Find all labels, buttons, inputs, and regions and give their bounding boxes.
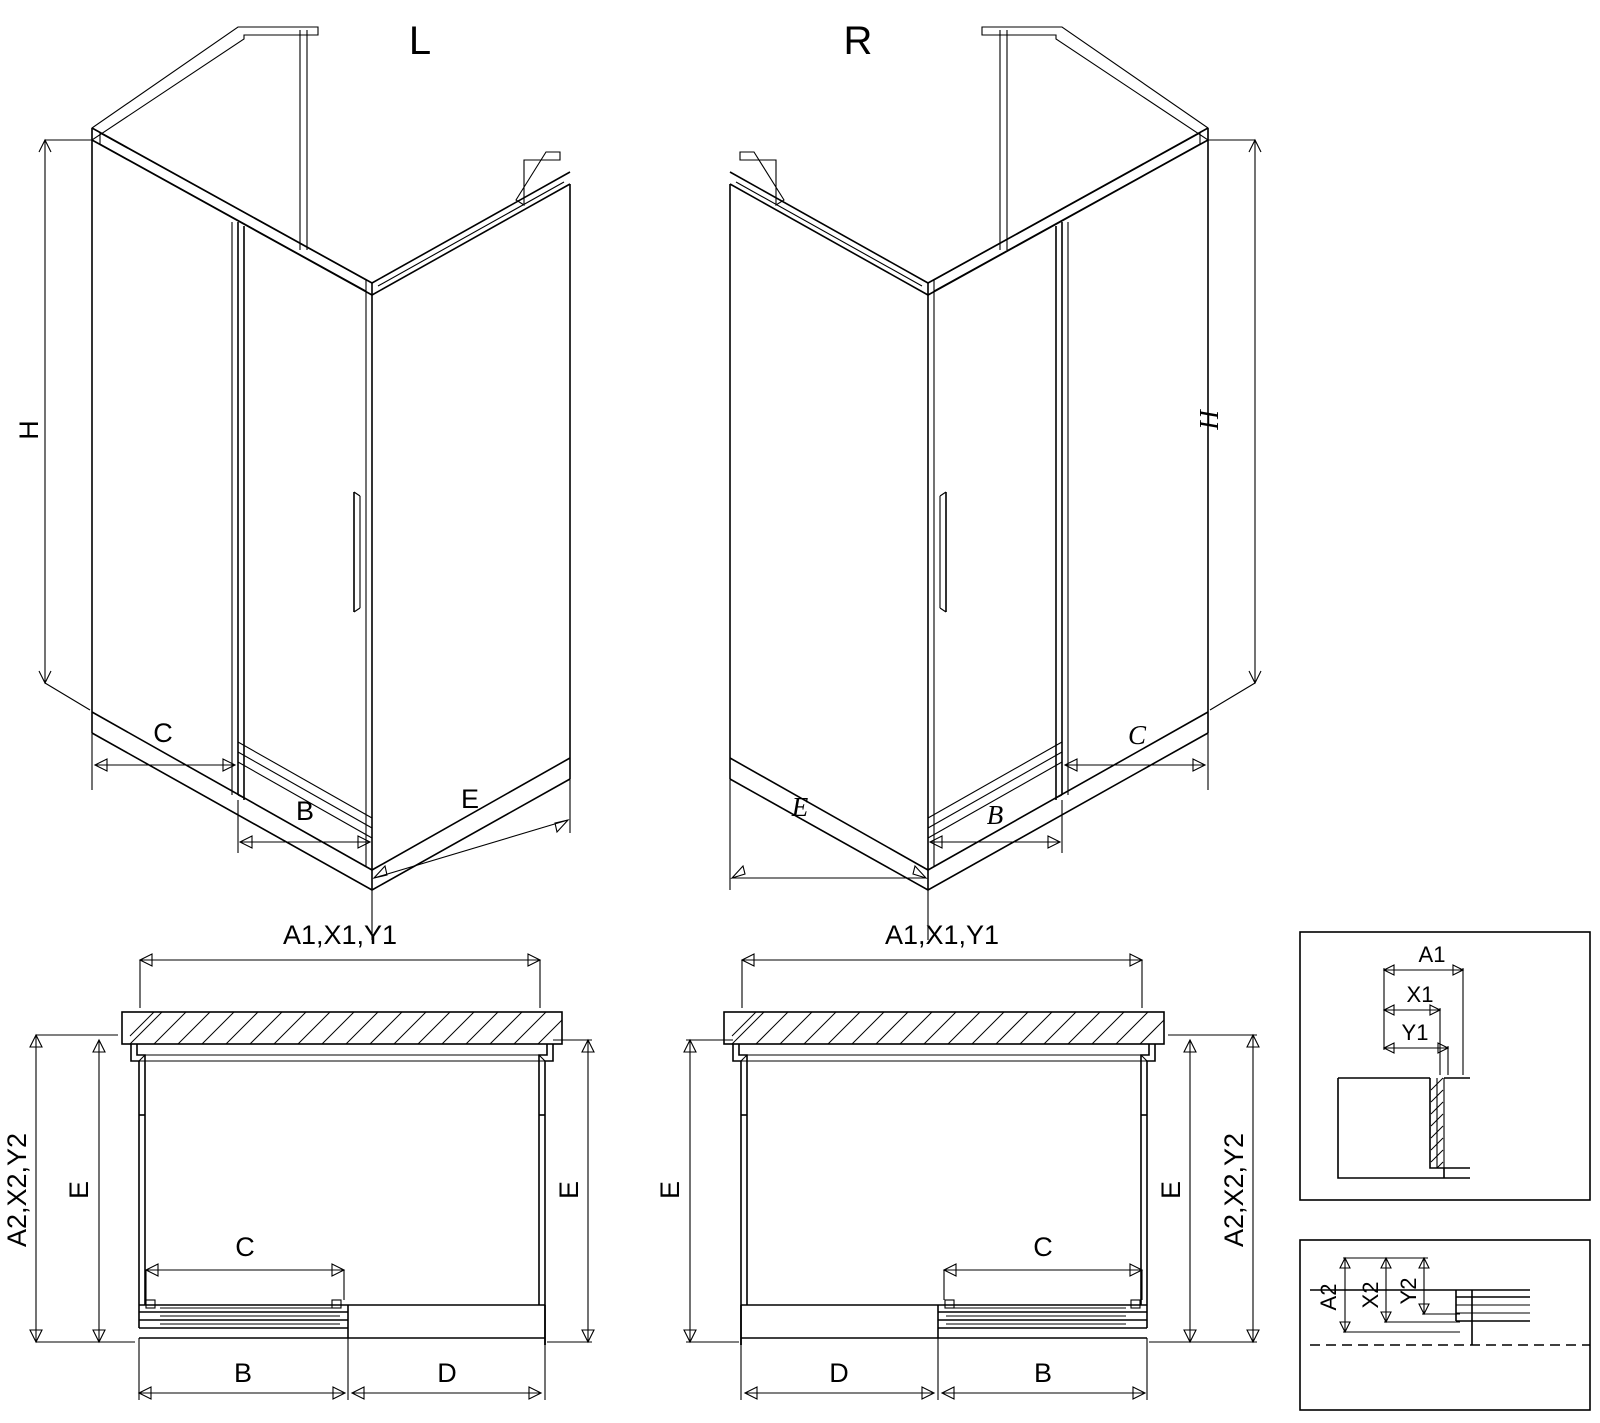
dim-label-A1X1Y1-right: A1,X1,Y1 (884, 920, 1000, 950)
detail-view-bottom (1300, 1240, 1590, 1410)
dim-label-H-right: H (1194, 410, 1224, 430)
dim-label-B-plan-left: B (233, 1358, 253, 1388)
dim-label-E-plan-left-right: E (554, 1180, 584, 1200)
dim-label-E-right: E (791, 792, 809, 822)
dim-label-E-plan-left: E (64, 1180, 94, 1200)
dim-label-B-left: B (295, 796, 315, 826)
dim-label-D-plan-left: D (437, 1358, 457, 1388)
variant-label-L: L (408, 19, 432, 63)
plan-view-right (655, 920, 1259, 1400)
iso-view-right (730, 19, 1261, 940)
dim-label-C-left: C (153, 718, 173, 748)
dim-label-A1X1Y1-left: A1,X1,Y1 (282, 920, 398, 950)
dim-label-E-left: E (460, 784, 480, 814)
dim-label-C-plan-right: C (1033, 1232, 1053, 1262)
dim-label-B-plan-right: B (1033, 1358, 1053, 1388)
detail-label-A1: A1 (1418, 942, 1446, 967)
dim-label-B-right: B (986, 800, 1004, 830)
dim-label-A2X2Y2-right: A2,X2,Y2 (1219, 1132, 1249, 1248)
detail-label-Y2: Y2 (1396, 1277, 1421, 1305)
plan-view-left (2, 920, 594, 1400)
dim-label-E-plan-right-left: E (655, 1180, 685, 1200)
detail-label-X2: X2 (1358, 1281, 1383, 1309)
detail-label-Y1: Y1 (1401, 1020, 1429, 1045)
dim-label-H-left: H (14, 420, 44, 440)
dim-label-C-right: C (1127, 720, 1147, 750)
iso-view-left (14, 19, 570, 940)
dim-label-D-plan-right: D (829, 1358, 849, 1388)
dim-label-C-plan-left: C (235, 1232, 255, 1262)
dim-label-E-plan-right: E (1156, 1180, 1186, 1200)
detail-label-A2: A2 (1316, 1283, 1341, 1311)
dim-label-A2X2Y2-left: A2,X2,Y2 (2, 1132, 32, 1248)
detail-view-top (1300, 932, 1590, 1200)
detail-label-X1: X1 (1406, 982, 1434, 1007)
variant-label-R: R (843, 19, 873, 63)
